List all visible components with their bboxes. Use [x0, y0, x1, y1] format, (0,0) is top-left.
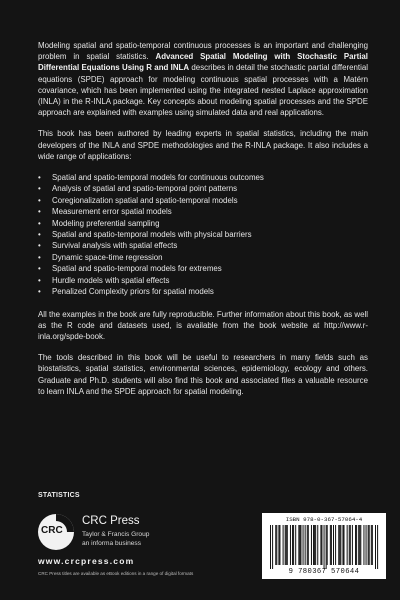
- back-cover-text: [38, 40, 368, 407]
- application-item: [38, 252, 368, 263]
- application-label: Hurdle models with spatial effects: [52, 275, 170, 285]
- application-item: [38, 218, 368, 229]
- application-item: [38, 263, 368, 274]
- audience-paragraph: The tools described in this book will be useful to researchers in many fields such as biostatistics, spatial statistics, environmental sciences, epidemiology, ecology and others. Graduate and Ph.D. students will also find this book and associated files a valuable resource to learn INLA and the SPDE approach for spatial modeling.: [38, 353, 368, 396]
- application-label: Penalized Complexity priors for spatial models: [52, 287, 214, 297]
- barcode-number: 9 780367 570644: [288, 568, 360, 576]
- bullet-icon: •: [38, 184, 41, 194]
- application-item: [38, 275, 368, 286]
- bullet-icon: •: [38, 230, 41, 240]
- category-label: STATISTICS: [38, 492, 80, 499]
- book-title: Advanced Spatial Modeling with Stochastic Partial Differential Equations Using R and INLA: [38, 52, 368, 73]
- application-label: Measurement error spatial models: [52, 207, 172, 217]
- publisher-url: www.crcpress.com: [38, 556, 135, 566]
- publisher-group: Taylor & Francis Group: [82, 531, 150, 538]
- description-rest: describes in detail the stochastic partial differential equations (SPDE) approach for modeling continuous spatial processes with a Matérn covariance, which has been implemented using the integrated nested Laplace approximation (INLA) in the R-INLA package. Key concepts about modeling spatial processes and the SPDE approach are explained with examples using simulated data and real applications.: [38, 63, 368, 118]
- application-label: Spatial and spatio-temporal models for extremes: [52, 264, 222, 274]
- bullet-icon: •: [38, 264, 41, 274]
- applications-list: [38, 172, 368, 297]
- application-item: [38, 195, 368, 206]
- application-item: [38, 229, 368, 240]
- ebook-note: CRC Press titles are available as eBook editions in a range of digital formats: [38, 571, 194, 576]
- bullet-icon: •: [38, 275, 41, 285]
- application-label: Spatial and spatio-temporal models for continuous outcomes: [52, 173, 264, 183]
- application-label: Dynamic space-time regression: [52, 252, 163, 262]
- publisher-logo: [36, 512, 226, 562]
- bullet-icon: •: [38, 241, 41, 251]
- application-item: [38, 172, 368, 183]
- application-item: [38, 240, 368, 251]
- application-label: Analysis of spatial and spatio-temporal point patterns: [52, 184, 238, 194]
- bullet-icon: •: [38, 173, 41, 183]
- bullet-icon: •: [38, 207, 41, 217]
- publisher-name: CRC Press: [82, 515, 140, 527]
- application-item: [38, 286, 368, 297]
- barcode-bars: [268, 525, 380, 569]
- application-item: [38, 206, 368, 217]
- description-lead: Modeling spatial and spatio-temporal continuous processes is an important and challenging problem in spatial statistics.: [38, 41, 368, 62]
- application-item: [38, 183, 368, 194]
- publisher-tagline: an informa business: [82, 540, 142, 547]
- crc-logo-icon: [36, 512, 76, 552]
- bullet-icon: •: [38, 252, 41, 262]
- description-paragraph: [38, 40, 368, 118]
- bullet-icon: •: [38, 218, 41, 228]
- application-label: Spatial and spatio-temporal models with physical barriers: [52, 230, 252, 240]
- bullet-icon: •: [38, 195, 41, 205]
- isbn-barcode: [262, 513, 386, 579]
- application-label: Survival analysis with spatial effects: [52, 241, 178, 251]
- bullet-icon: •: [38, 287, 41, 297]
- reproducibility-paragraph: All the examples in the book are fully reproducible. Further information about this book, as well as the R code and datasets used, is available from the book website at http://www.r-inla.org/spde-book.: [38, 309, 368, 341]
- application-label: Coregionalization spatial and spatio-temporal models: [52, 195, 238, 205]
- crc-logo-text: CRC: [41, 525, 63, 536]
- isbn-label: ISBN 978-0-367-57064-4: [285, 516, 363, 523]
- application-label: Modeling preferential sampling: [52, 218, 160, 228]
- authors-paragraph: This book has been authored by leading experts in spatial statistics, including the main developers of the INLA and SPDE methodologies and the R-INLA package. It also includes a wide range of applications:: [38, 129, 368, 161]
